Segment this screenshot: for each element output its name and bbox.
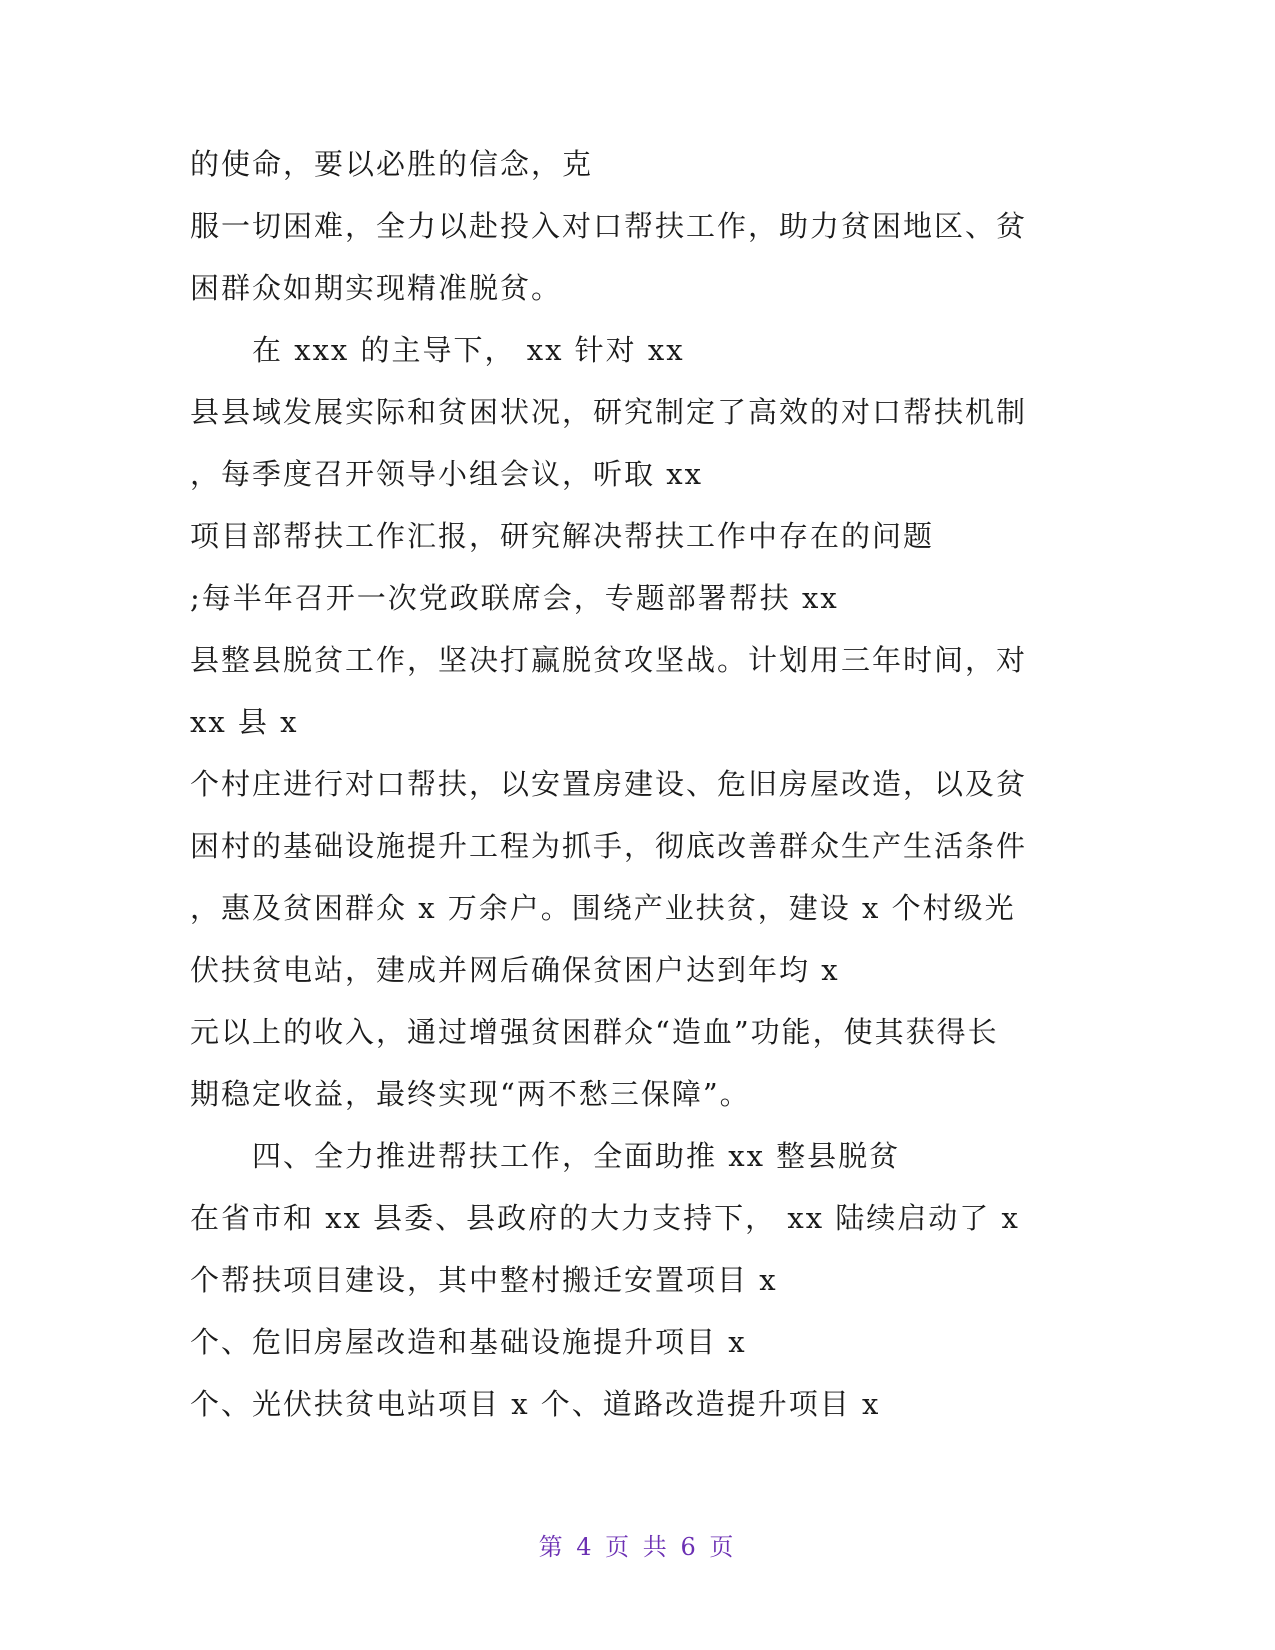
text-line: 在省市和 xx 县委、县政府的大力支持下， xx 陆续启动了 x [190, 1201, 1020, 1235]
text-line: 元以上的收入，通过增强贫困群众“造血”功能，使其获得长 [190, 1015, 999, 1049]
text-line: 困群众如期实现精准脱贫。 [190, 271, 563, 305]
text-line: 困村的基础设施提升工程为抓手，彻底改善群众生产生活条件 [190, 829, 1028, 863]
text-line: ;每半年召开一次党政联席会，专题部署帮扶 xx [190, 581, 839, 615]
text-line: 的使命，要以必胜的信念，克 [190, 147, 594, 181]
text-line: 项目部帮扶工作汇报，研究解决帮扶工作中存在的问题 [190, 519, 935, 553]
text-line: 在 xxx 的主导下， xx 针对 xx [252, 333, 685, 367]
text-line: ，惠及贫困群众 x 万余户。围绕产业扶贫，建设 x 个村级光 [190, 891, 1016, 925]
section-heading: 四、全力推进帮扶工作，全面助推 xx 整县脱贫 [252, 1139, 901, 1173]
text-line: 县整县脱贫工作，坚决打赢脱贫攻坚战。计划用三年时间，对 [190, 643, 1028, 677]
page-number-footer: 第 4 页 共 6 页 [538, 1533, 737, 1561]
text-line: 个、光伏扶贫电站项目 x 个、道路改造提升项目 x [190, 1387, 881, 1421]
text-line: 个、危旧房屋改造和基础设施提升项目 x [190, 1325, 747, 1359]
text-line: ，每季度召开领导小组会议，听取 xx [190, 457, 703, 491]
text-line: 伏扶贫电站，建成并网后确保贫困户达到年均 x [190, 953, 840, 987]
text-line: xx 县 x [190, 705, 299, 739]
text-line: 服一切困难，全力以赴投入对口帮扶工作，助力贫困地区、贫 [190, 209, 1028, 243]
text-line: 期稳定收益，最终实现“两不愁三保障”。 [190, 1077, 751, 1111]
text-line: 个帮扶项目建设，其中整村搬迁安置项目 x [190, 1263, 778, 1297]
text-line: 个村庄进行对口帮扶，以安置房建设、危旧房屋改造，以及贫 [190, 767, 1028, 801]
text-line: 县县域发展实际和贫困状况，研究制定了高效的对口帮扶机制 [190, 395, 1028, 429]
